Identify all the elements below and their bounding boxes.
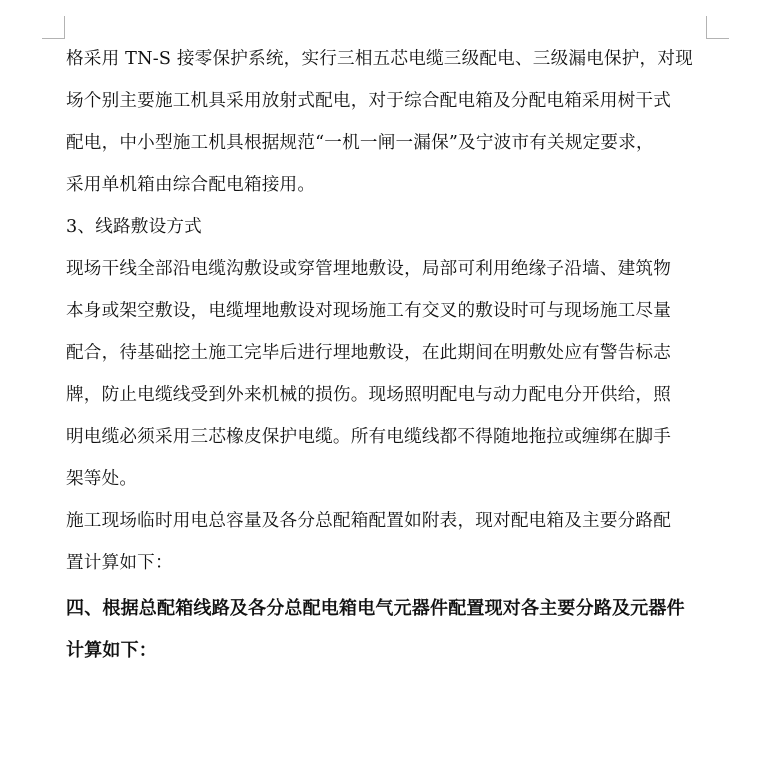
- body-text-line: 明电缆必须采用三芯橡皮保护电缆。所有电缆线都不得随地拖拉或缠绑在脚手: [66, 427, 671, 447]
- body-text-line: 场个别主要施工机具采用放射式配电，对于综合配电箱及分配电箱采用树干式: [66, 91, 671, 111]
- body-text-line: 施工现场临时用电总容量及各分总配箱配置如附表，现对配电箱及主要分路配: [66, 511, 671, 531]
- body-text-line: 配电，中小型施工机具根据规范“一机一闸一漏保”及宁波市有关规定要求，: [66, 133, 654, 153]
- body-text-line: 置计算如下：: [66, 553, 173, 573]
- body-text-line: 配合，待基础挖土施工完毕后进行埋地敷设，在此期间在明敷处应有警告标志: [66, 343, 671, 363]
- body-text-line: 本身或架空敷设，电缆埋地敷设对现场施工有交叉的敷设时可与现场施工尽量: [66, 301, 671, 321]
- section-heading-4-continued: 计算如下：: [66, 640, 157, 661]
- crop-mark-left: [42, 16, 65, 39]
- section-heading-3: 3、线路敷设方式: [66, 217, 202, 237]
- document-body: [66, 38, 708, 672]
- section-heading-4: 四、根据总配箱线路及各分总配电箱电气元器件配置现对各主要分路及元器件: [66, 598, 685, 619]
- body-text-line: 架等处。: [66, 469, 138, 489]
- crop-mark-right: [706, 16, 729, 39]
- body-text-line: 牌，防止电缆线受到外来机械的损伤。现场照明配电与动力配电分开供给，照: [66, 385, 671, 405]
- body-text-line: 现场干线全部沿电缆沟敷设或穿管埋地敷设，局部可利用绝缘子沿墙、建筑物: [66, 259, 671, 279]
- body-text-line: 采用单机箱由综合配电箱接用。: [66, 175, 316, 195]
- body-text-line: 格采用 TN-S 接零保护系统，实行三相五芯电缆三级配电、三级漏电保护，对现: [66, 49, 693, 69]
